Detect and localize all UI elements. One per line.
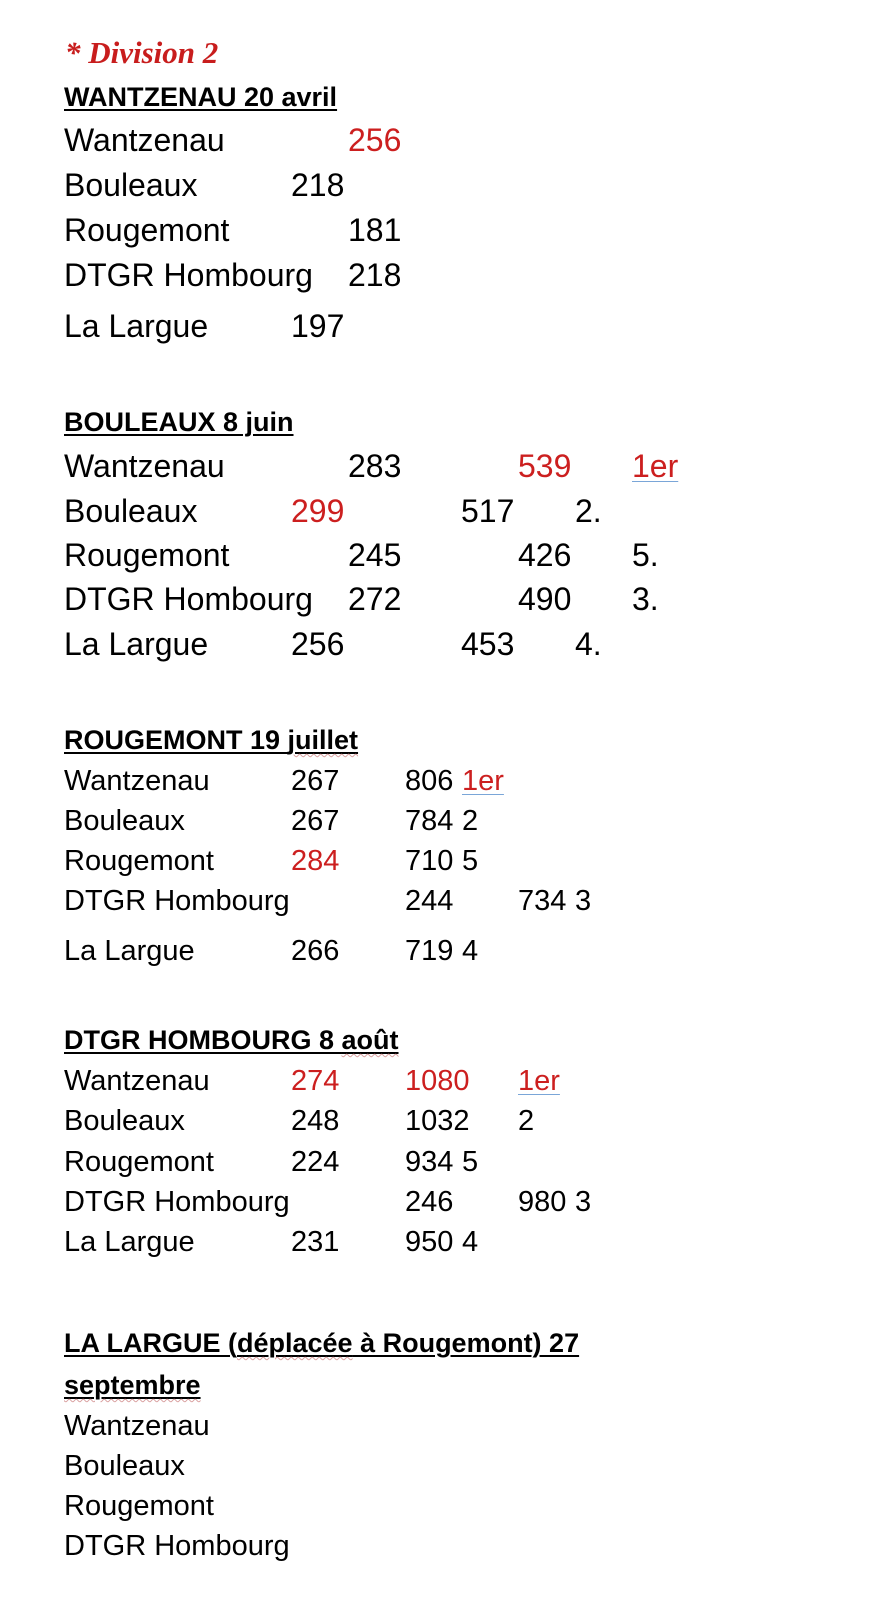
s4-rank: 2: [518, 1105, 535, 1137]
s3-total: 710: [405, 845, 454, 877]
s2-score: 272: [348, 581, 402, 617]
s3-team: La Largue: [64, 935, 195, 967]
s4-heading-main: DTGR HOMBOURG 8: [64, 1025, 342, 1055]
s4-score: 224: [291, 1146, 340, 1178]
s4-total: 980: [518, 1186, 567, 1218]
s3-rank: 2: [462, 805, 479, 837]
s3-rank: 5: [462, 845, 479, 877]
s3-rank: 3: [575, 885, 592, 917]
s1-team: Wantzenau: [64, 122, 225, 158]
s2-score: 245: [348, 537, 402, 573]
s5-team: Rougemont: [64, 1490, 214, 1522]
s5-heading-line2: septembre: [64, 1370, 201, 1400]
s5-team: Wantzenau: [64, 1410, 210, 1442]
s2-total: 426: [518, 537, 572, 573]
s5-team: Bouleaux: [64, 1450, 185, 1482]
s2-team: La Largue: [64, 626, 209, 662]
section-2-heading: BOULEAUX 8 juin: [64, 407, 294, 437]
s2-team: Bouleaux: [64, 493, 198, 529]
s2-team: DTGR Hombourg: [64, 581, 313, 617]
s2-team: Wantzenau: [64, 448, 225, 484]
title-text: Division 2: [88, 35, 219, 70]
s3-team: Wantzenau: [64, 765, 210, 797]
s4-rank: 4: [462, 1226, 479, 1258]
section-4-heading: [64, 1027, 399, 1054]
s4-score: 231: [291, 1226, 340, 1258]
section-5-heading-line2: [64, 1372, 201, 1399]
s2-total: 517: [461, 493, 515, 529]
s2-rank: 5.: [632, 537, 659, 573]
s5-team: DTGR Hombourg: [64, 1530, 290, 1562]
s4-rank: 5: [462, 1146, 479, 1178]
s4-score: 248: [291, 1105, 340, 1137]
s2-total: 490: [518, 581, 572, 617]
s2-score: 256: [291, 626, 345, 662]
s4-team: Rougemont: [64, 1146, 214, 1178]
s4-score: 246: [405, 1186, 454, 1218]
s2-rank: 2.: [575, 493, 602, 529]
s2-rank: 4.: [575, 626, 602, 662]
s4-team: DTGR Hombourg: [64, 1186, 290, 1218]
s3-score: 267: [291, 805, 340, 837]
s2-score: 299: [291, 493, 345, 529]
s3-score: 244: [405, 885, 454, 917]
s3-team: Bouleaux: [64, 805, 185, 837]
s1-team: Bouleaux: [64, 167, 198, 203]
s5-heading-marked: déplacée: [236, 1328, 353, 1358]
s2-score: 283: [348, 448, 402, 484]
s2-rank: 3.: [632, 581, 659, 617]
s4-team: Wantzenau: [64, 1065, 210, 1097]
s1-team: Rougemont: [64, 212, 230, 248]
s3-total: 734: [518, 885, 567, 917]
s4-total: 1032: [405, 1105, 470, 1137]
s3-team: Rougemont: [64, 845, 214, 877]
s1-score: 197: [291, 308, 345, 344]
s3-score: 284: [291, 845, 340, 877]
s4-heading-marked: août: [341, 1025, 399, 1055]
s5-heading-a: LA LARGUE (: [64, 1328, 237, 1358]
s3-heading-main: ROUGEMONT 19: [64, 725, 288, 755]
section-3-heading: [64, 727, 358, 754]
s4-score: 274: [291, 1065, 340, 1097]
s1-team: DTGR Hombourg: [64, 257, 313, 293]
s3-rank: 4: [462, 935, 479, 967]
s5-heading-b: à Rougemont) 27: [352, 1328, 580, 1358]
s3-score: 266: [291, 935, 340, 967]
s3-score: 267: [291, 765, 340, 797]
s3-total: 719: [405, 935, 454, 967]
section-5-heading: [64, 1330, 579, 1357]
s2-team: Rougemont: [64, 537, 230, 573]
s1-score: 256: [348, 122, 402, 158]
s4-rank-link[interactable]: 1er: [518, 1065, 560, 1097]
s1-score: 181: [348, 212, 402, 248]
s1-team: La Largue: [64, 308, 209, 344]
s3-rank-link[interactable]: 1er: [462, 765, 504, 797]
s4-total: 950: [405, 1226, 454, 1258]
s4-total: 934: [405, 1146, 454, 1178]
s4-total: 1080: [405, 1065, 470, 1097]
division-title: [65, 37, 218, 68]
s3-total: 784: [405, 805, 454, 837]
s3-team: DTGR Hombourg: [64, 885, 290, 917]
s1-score: 218: [348, 257, 402, 293]
s1-score: 218: [291, 167, 345, 203]
title-star: *: [65, 35, 81, 70]
s4-team: La Largue: [64, 1226, 195, 1258]
s4-team: Bouleaux: [64, 1105, 185, 1137]
section-1-heading: WANTZENAU 20 avril: [64, 82, 338, 112]
s3-heading-marked: juillet: [287, 725, 359, 755]
s2-total: 453: [461, 626, 515, 662]
s2-total: 539: [518, 448, 572, 484]
s2-rank-link[interactable]: 1er: [632, 448, 679, 484]
s4-rank: 3: [575, 1186, 592, 1218]
s3-total: 806: [405, 765, 454, 797]
